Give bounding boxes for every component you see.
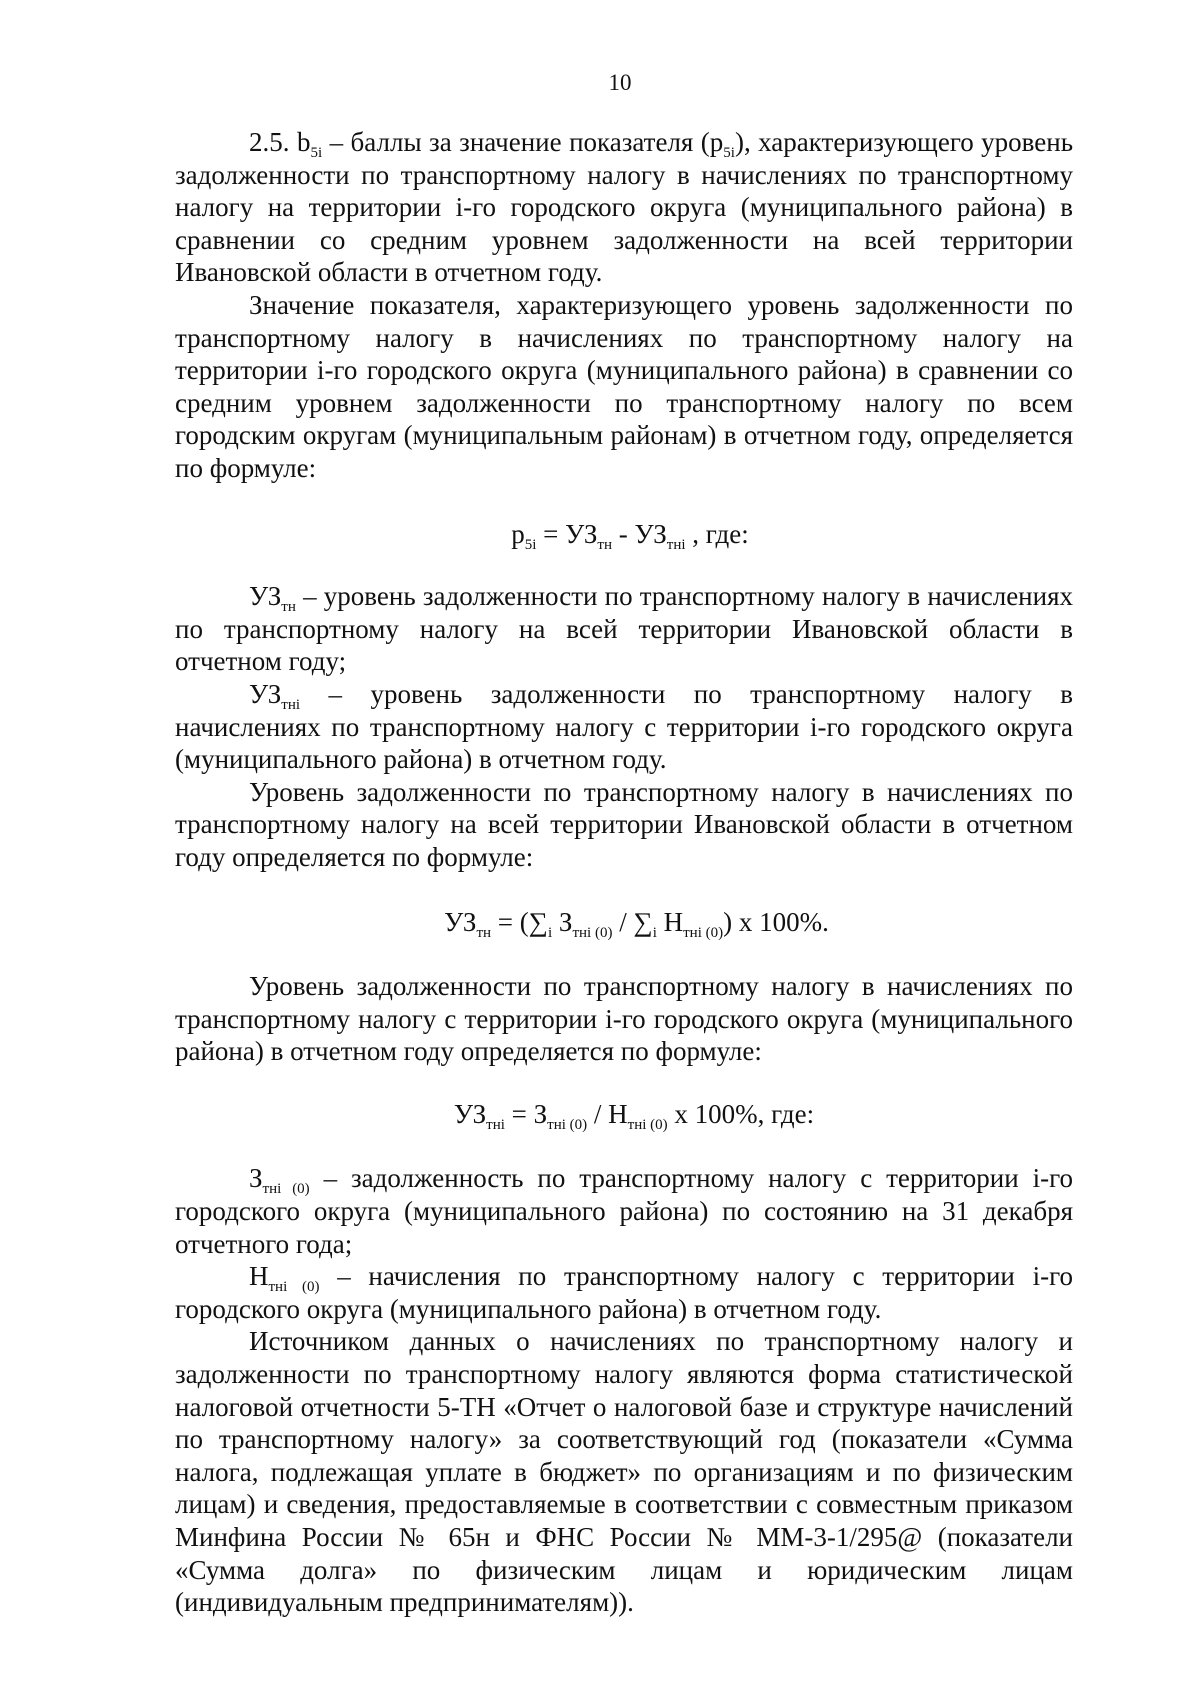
para-2-5-text-a: – баллы за значение показателя (p <box>322 127 724 157</box>
formula-uztn-t6: ) х 100%. <box>723 907 829 938</box>
formula-uztn-s2: i <box>548 925 553 942</box>
def-uztn-symbol: УЗ <box>249 581 282 612</box>
def-ntni-sub: тнi (0) <box>268 1279 320 1296</box>
formula-p5i-t4: , где: <box>685 518 749 549</box>
formula-uztni <box>175 1098 1073 1131</box>
formula-uztn-t4: / ∑ <box>612 907 653 938</box>
def-ztni-text: – задолженность по транспортному налогу с территории i-го городского округа (муниципального района) по состоянию на 31 декабря отчетного года; <box>175 1163 1073 1259</box>
formula-uztn-s5: тнi (0) <box>683 925 724 942</box>
formula-p5i-t2: = УЗ <box>536 518 598 549</box>
definition-ztni <box>175 1162 1073 1260</box>
formula-uztn-t1: УЗ <box>444 907 477 938</box>
formula-uztn-t3: З <box>552 907 573 938</box>
def-uztn-sub: тн <box>281 599 296 616</box>
def-uztni-sub: тнi <box>281 696 301 713</box>
formula-uztni-t3: / Н <box>587 1098 628 1129</box>
formula-p5i-s3: тнi <box>666 536 686 553</box>
definition-ntni <box>175 1260 1073 1325</box>
formula-p5i-s2: тн <box>597 536 613 553</box>
formula-uztn-s1: тн <box>476 925 492 942</box>
para-2-5-text-a-sub: 5i <box>723 145 735 161</box>
formula-uztn-s3: тнi (0) <box>572 925 613 942</box>
paragraph-data-sources: Источником данных о начислениях по транспортному налогу и задолженности по транспортному налогу являются форма статистической налоговой отчетности 5-ТН «Отчет о налоговой базе и структуре начислений по транспортному налогу» за соответствующий год (показатели «Сумма налога, подлежащая уплате в бюджет» по организациям и по физическим лицам) и сведения, предоставляемые в соответствии с совместным приказом Минфина России № 65н и ФНС России № ММ-3-1/295@ (показатели «Сумма долга» по физическим лицам и юридическим лицам (индивидуальным предпринимателям)). <box>175 1326 1073 1618</box>
formula-uztni-t4: х 100%, где: <box>667 1098 815 1129</box>
para-2-5-text-b: ), характеризующего уровень задолженности по транспортному налогу в начислениях по транспортному налогу на территории i-го городского округа (муниципального района) в сравнении со средним уровнем задолженности на всей территории Ивановской области в отчетном году. <box>175 127 1074 288</box>
formula-uztn-t2: = (∑ <box>491 907 548 938</box>
formula-p5i-t1: p <box>511 518 525 549</box>
page-number: 10 <box>608 70 632 95</box>
paragraph-value-definition: Значение показателя, характеризующего уровень задолженности по транспортному налогу в начислениях по транспортному налогу на территории i-го городского округа (муниципального района) в сравнении со средним уровнем задолженности по транспортному налогу по всем городским округам (муниципальным районам) в отчетном году, определяется по формуле: <box>175 289 1073 483</box>
def-ztni-symbol: З <box>249 1163 263 1194</box>
formula-uztn-s4: i <box>652 925 657 942</box>
formula-uztni-s2: тнi (0) <box>547 1116 588 1133</box>
def-uztni-text: – уровень задолженности по транспортному налогу в начислениях по транспортному налогу с территории i-го городского округа (муниципального района) в отчетном году. <box>175 678 1073 775</box>
formula-uztni-s1: тнi <box>486 1116 505 1133</box>
para-2-5-lead-sub: 5i <box>310 145 323 161</box>
para-2-5-lead: 2.5. b <box>249 127 311 157</box>
formula-p5i-t3: - УЗ <box>612 518 667 549</box>
document-body <box>175 126 1073 1619</box>
formula-uztn-t5: Н <box>656 907 684 938</box>
def-ntni-symbol: Н <box>249 1261 269 1292</box>
def-uztn-text: – уровень задолженности по транспортному налогу в начислениях по транспортному налогу на всей территории Ивановской области в отчетном году; <box>175 581 1073 677</box>
formula-uztn <box>175 906 1073 942</box>
formula-uztni-t1: УЗ <box>453 1098 487 1129</box>
paragraph-2-5 <box>175 126 1073 289</box>
paragraph-level-region: Уровень задолженности по транспортному налогу в начислениях по транспортному налогу на всей территории Ивановской области в отчетном году определяется по формуле: <box>175 776 1073 872</box>
definition-uztn <box>175 580 1073 678</box>
def-ztni-sub: тнi (0) <box>262 1181 310 1198</box>
formula-uztni-t2: = З <box>504 1098 548 1129</box>
def-ntni-text: – начисления по транспортному налогу с территории i-го городского округа (муниципального района) в отчетном году. <box>175 1261 1073 1324</box>
def-uztni-symbol: УЗ <box>249 678 282 709</box>
formula-uztni-s3: тнi (0) <box>627 1116 668 1133</box>
formula-p5i <box>175 518 1073 551</box>
formula-p5i-s1: 5i <box>524 536 537 553</box>
definition-uztni <box>175 678 1073 776</box>
paragraph-level-municipal: Уровень задолженности по транспортному налогу в начислениях по транспортному налогу с территории i-го городского округа (муниципального района) в отчетном году определяется по формуле: <box>175 971 1073 1067</box>
